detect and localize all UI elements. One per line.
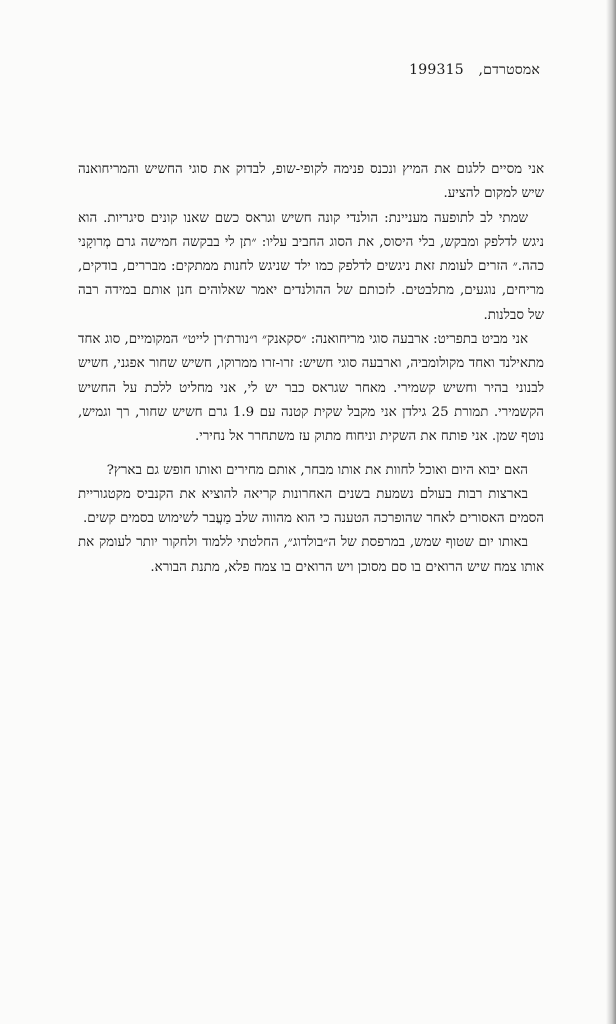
body-text: [78, 158, 544, 580]
paragraph: שמתי לב לתופעה מעניינת: הולנדי קונה חשיש וגראס כשם שאנו קונים סיגריות. הוא ניגש לדלפק ומבקש, בלי היסוס, את הסוג החביב עליו: ״תן לי בבקשה חמישה גרם מְרוקָני כהה.״ הזרים לעומת זאת ניגשים לדלפק כמו ילד שניגש לחנות ממתקים: מבררים, בודקים, מריחים, נוגעים, מתלבטים. לזכותם של ההולנדים יאמר שאלוהים חנן אותם במידה רבה של סבלנות.: [78, 210, 544, 323]
paragraph: בארצות רבות בעולם נשמעת בשנים האחרונות קריאה להוציא את הקנביס מקטגוריית הסמים האסורים לאחר שהופרכה הטענה כי הוא מהווה שלב מַעֲבר לשימוש בסמים קשים.: [78, 486, 544, 527]
paragraph: האם יבוא היום ואוכל לחוות את אותו מבחר, אותם מחירים ואותו חופש גם בארץ?: [106, 462, 528, 478]
page-number: 15: [445, 62, 464, 78]
running-header: [70, 62, 540, 79]
paragraph: אני מסיים ללגום את המיץ ונכנס פנימה לקופי-שופ, לבדוק את סוגי החשיש והמריחואנה שיש למקום להציע.: [78, 162, 544, 202]
page-edge-shadow: [606, 0, 616, 1024]
paragraph: אני מביט בתפריט: ארבעה סוגי מריחואנה: ״סקאנק״ ו״נורת׳רן לייט״ המקומיים, סוג אחד מתאילנד ואחד מקולומביה, וארבעה סוגי חשיש: זרו-זרו ממרוקו, חשיש שחור אפגני, חשיש לבנוני בהיר וחשיש קשמירי. מאחר שגראס כבר יש לי, אני מחליט ללכת על החשיש הקשמירי. תמורת 25 גילדן אני מקבל שקית קטנה עם 1.9 גרם חשיש שחור, רך וגמיש, נוטף שמן. אני פותח את השקית וניחוח מתוק עז משתחרר אל נחירי.: [78, 332, 545, 445]
running-title: אמסטרדם, 1993: [409, 62, 540, 78]
paragraph: באותו יום שטוף שמש, במרפסת של ה״בולדוג״, החלטתי ללמוד ולחקור יותר לעומק את אותו צמח שיש הרואים בו סם מסוכן ויש הרואים בו צמח פלא, מתנת הבורא.: [78, 535, 544, 575]
